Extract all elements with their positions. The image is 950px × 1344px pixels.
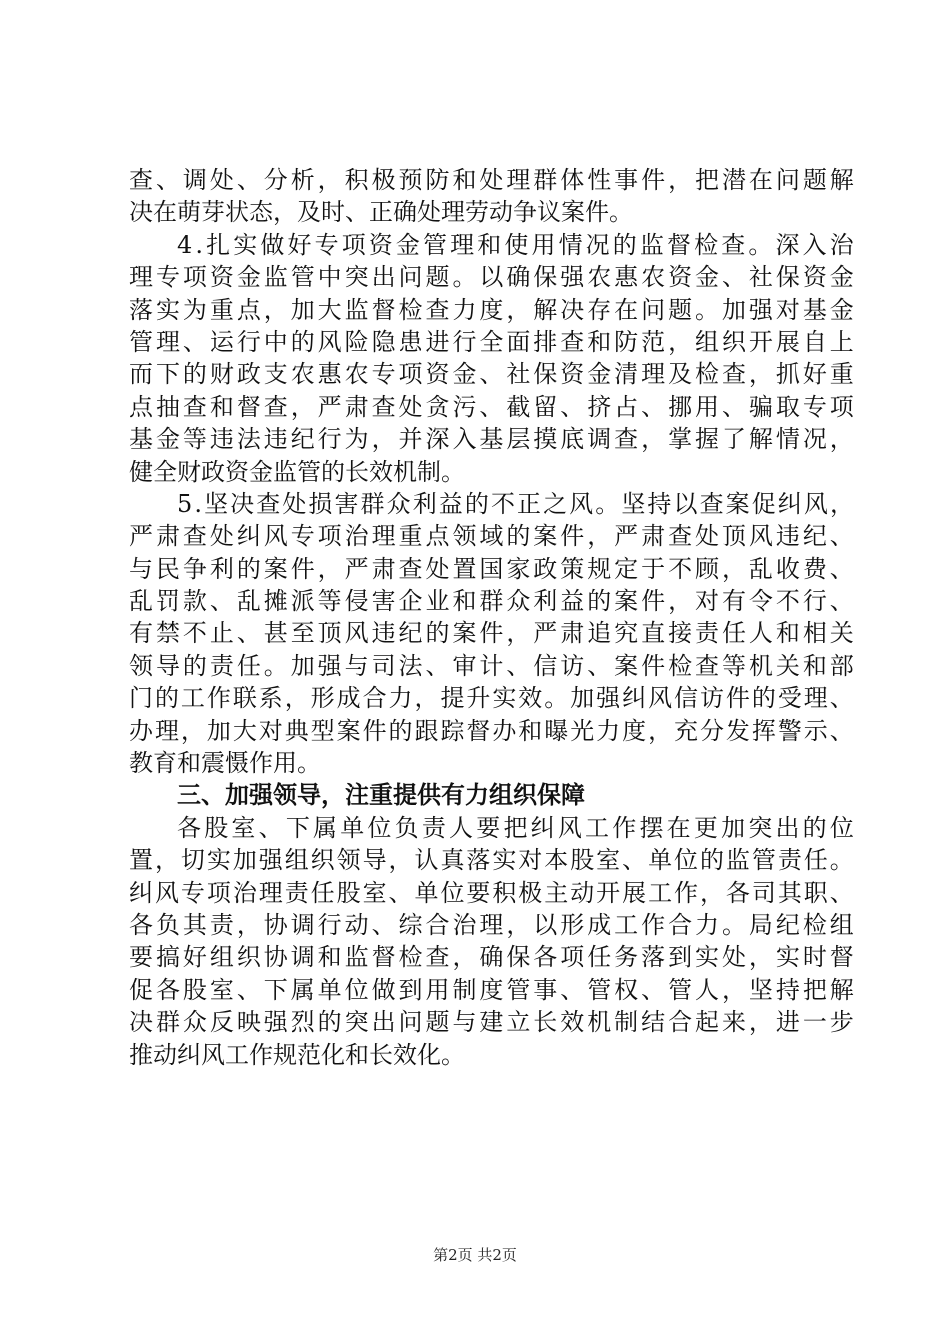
body-line: 基 金 等 违 法 违 纪 行 为 ， 并 深 入 基 层 摸 底 调 查 ， 掌 握 了 解 情 况 ，: [129, 425, 854, 454]
body-line: 5 . 坚 决 查 处 损 害 群 众 利 益 的 不 正 之 风 。 坚 持 以 查 案 促 纠 风 ，: [177, 489, 854, 518]
body-line: 严 肃 查 处 纠 风 专 项 治 理 重 点 领 域 的 案 件 ， 严 肃 查 处 顶 风 违 纪 、: [129, 522, 854, 551]
body-line: 决在萌芽状态，及时、正确处理劳动争议案件。: [129, 198, 633, 227]
body-line: 点 抽 查 和 督 查 ， 严 肃 查 处 贪 污 、 截 留 、 挤 占 、 挪 用 、 骗 取 专 项: [129, 392, 854, 421]
body-line: 决 群 众 反 映 强 烈 的 突 出 问 题 与 建 立 长 效 机 制 结 合 起 来 ， 进 一 步: [129, 1008, 854, 1037]
body-line: 与 民 争 利 的 案 件 ， 严 肃 查 处 置 国 家 政 策 规 定 于 不 顾 ， 乱 收 费 、: [129, 554, 854, 583]
section-heading: 三、加强领导，注重提供有力组织保障: [177, 781, 585, 810]
document-body: [129, 164, 854, 1071]
body-line: 查 、 调 处 、 分 析 ， 积 极 预 防 和 处 理 群 体 性 事 件 ， 把 潜 在 问 题 解: [129, 166, 854, 194]
page-footer: [0, 1244, 950, 1265]
body-line: 促 各 股 室 、 下 属 单 位 做 到 用 制 度 管 事 、 管 权 、 管 人 ， 坚 持 把 解: [129, 975, 854, 1004]
body-line: 乱 罚 款 、 乱 摊 派 等 侵 害 企 业 和 群 众 利 益 的 案 件 ， 对 有 令 不 行 、: [129, 587, 854, 616]
body-line: 4 . 扎 实 做 好 专 项 资 金 管 理 和 使 用 情 况 的 监 督 检 查 。 深 入 治: [177, 230, 854, 259]
body-line: 门 的 工 作 联 系 ， 形 成 合 力 ， 提 升 实 效 。 加 强 纠 风 信 访 件 的 受 理 、: [129, 684, 854, 713]
body-line: 落 实 为 重 点 ， 加 大 监 督 检 查 力 度 ， 解 决 存 在 问 题 。 加 强 对 基 金: [129, 295, 854, 324]
body-line: 置 ， 切 实 加 强 组 织 领 导 ， 认 真 落 实 对 本 股 室 、 单 位 的 监 管 责 任 。: [129, 846, 854, 875]
body-line: 推动纠风工作规范化和长效化。: [129, 1040, 465, 1069]
body-line: 健全财政资金监管的长效机制。: [129, 457, 465, 486]
body-line: 教育和震慑作用。: [129, 749, 321, 778]
body-line: 办 理 ， 加 大 对 典 型 案 件 的 跟 踪 督 办 和 曝 光 力 度 ， 充 分 发 挥 警 示 、: [129, 716, 854, 745]
body-line: 而 下 的 财 政 支 农 惠 农 专 项 资 金 、 社 保 资 金 清 理 及 检 查 ， 抓 好 重: [129, 360, 854, 389]
body-line: 各 负 其 责 ， 协 调 行 动 、 综 合 治 理 ， 以 形 成 工 作 合 力 。 局 纪 检 组: [129, 910, 854, 939]
body-line: 要 搞 好 组 织 协 调 和 监 督 检 查 ， 确 保 各 项 任 务 落 到 实 处 ， 实 时 督: [129, 943, 854, 972]
body-line: 管 理 、 运 行 中 的 风 险 隐 患 进 行 全 面 排 查 和 防 范 ， 组 织 开 展 自 上: [129, 327, 854, 356]
body-line: 理 专 项 资 金 监 管 中 突 出 问 题 。 以 确 保 强 农 惠 农 资 金 、 社 保 资 金: [129, 263, 854, 292]
body-line: 各 股 室 、 下 属 单 位 负 责 人 要 把 纠 风 工 作 摆 在 更 加 突 出 的 位: [177, 813, 854, 842]
body-line: 领 导 的 责 任 。 加 强 与 司 法 、 审 计 、 信 访 、 案 件 检 查 等 机 关 和 部: [129, 651, 854, 680]
page-number: 第2页 共2页: [433, 1246, 517, 1264]
body-line: 有 禁 不 止 、 甚 至 顶 风 违 纪 的 案 件 ， 严 肃 追 究 直 接 责 任 人 和 相 关: [129, 619, 854, 648]
body-line: 纠 风 专 项 治 理 责 任 股 室 、 单 位 要 积 极 主 动 开 展 工 作 ， 各 司 其 职 、: [129, 878, 854, 907]
